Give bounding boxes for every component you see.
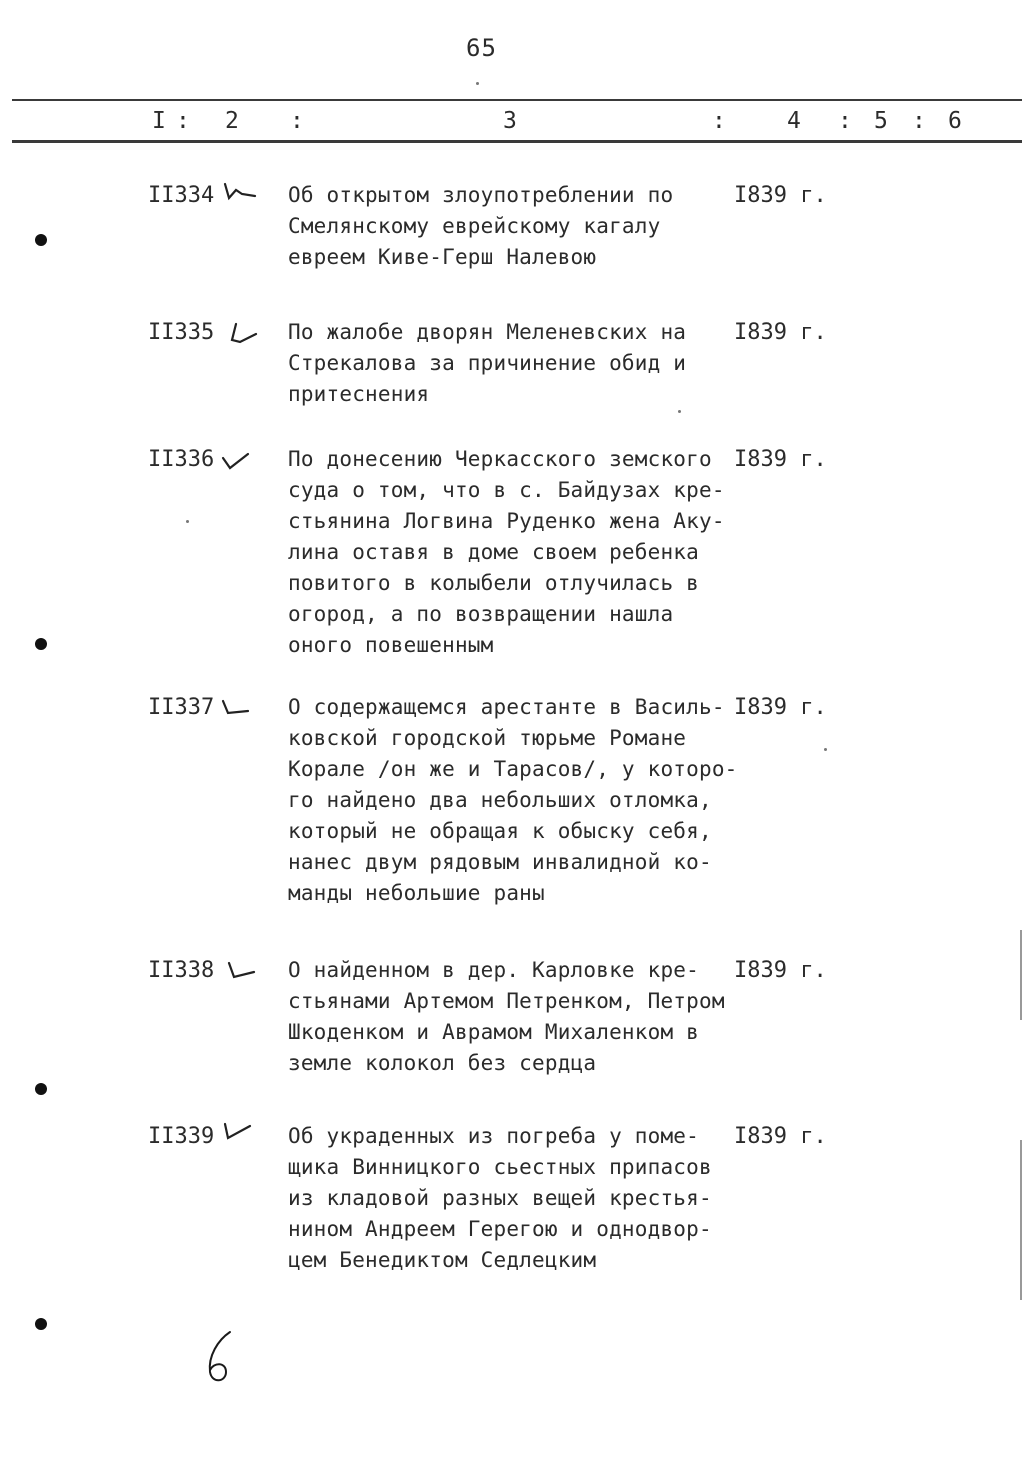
check-mark-icon (220, 697, 250, 719)
punch-hole (35, 1083, 47, 1095)
scan-speck (824, 748, 827, 751)
entry-number: II338 (148, 958, 215, 983)
entry-description (288, 955, 736, 1079)
entry-number: II339 (148, 1124, 215, 1149)
entry-line: манды небольшие раны (288, 881, 545, 905)
scan-speck (1020, 930, 1022, 1020)
entry-description (288, 180, 736, 273)
column-header-4: 4 (787, 108, 801, 134)
entry-number: II334 (148, 183, 215, 208)
entry-line: Об украденных из погреба у поме- (288, 1124, 699, 1148)
entry-line: стьянина Логвина Руденко жена Аку- (288, 509, 725, 533)
entry-number: II335 (148, 320, 215, 345)
entry-line: евреем Киве-Герш Налевою (288, 245, 597, 269)
column-header-2: 2 (225, 108, 239, 134)
scan-speck (186, 520, 189, 523)
column-header-6: 6 (948, 108, 962, 134)
entry-line: Об открытом злоупотреблении по (288, 183, 674, 207)
entry-description (288, 444, 736, 661)
entry-line: притеснения (288, 382, 430, 406)
page-number: 65 (466, 34, 497, 62)
check-mark-icon (222, 1120, 252, 1142)
entry-line: го найдено два небольших отломка, (288, 788, 712, 812)
check-mark-icon (226, 960, 256, 982)
entry-line: нанес двум рядовым инвалидной ко- (288, 850, 712, 874)
entry-line: ковской городской тюрьме Романе (288, 726, 687, 750)
header-rule-bottom (12, 140, 1022, 143)
entry-date: I839 г. (734, 695, 827, 720)
check-mark-icon (220, 450, 250, 472)
entry-line: стьянами Артемом Петренком, Петром (288, 989, 725, 1013)
entry-date: I839 г. (734, 958, 827, 983)
check-mark-icon (228, 322, 258, 344)
entry-date: I839 г. (734, 447, 827, 472)
punch-hole (35, 638, 47, 650)
entry-number: II336 (148, 447, 215, 472)
entry-line: Шкоденком и Аврамом Михаленком в (288, 1020, 699, 1044)
entry-line: повитого в колыбели отлучилась в (288, 571, 699, 595)
column-separator: : (838, 108, 852, 134)
entry-description (288, 1121, 736, 1276)
entry-line: О содержащемся арестанте в Василь- (288, 695, 725, 719)
entry-line: Стрекалова за причинение обид и (288, 351, 687, 375)
punch-hole (35, 234, 47, 246)
entry-line: из кладовой разных вещей крестья- (288, 1186, 712, 1210)
entry-line: суда о том, что в с. Байдузах кре- (288, 478, 725, 502)
entry-line: нином Андреем Герегою и однодвор- (288, 1217, 712, 1241)
scan-speck (476, 82, 479, 85)
entry-date: I839 г. (734, 320, 827, 345)
entry-line: цем Бенедиктом Седлецким (288, 1248, 597, 1272)
scan-speck (1020, 1140, 1022, 1300)
entry-line: Корале /он же и Тарасов/, у которо- (288, 757, 738, 781)
entry-description (288, 692, 736, 909)
entry-date: I839 г. (734, 1124, 827, 1149)
column-header-5: 5 (874, 108, 888, 134)
header-rule-top (12, 99, 1022, 101)
entry-line: О найденном в дер. Карловке кре- (288, 958, 699, 982)
column-separator: : (290, 108, 304, 134)
entry-line: земле колокол без сердца (288, 1051, 597, 1075)
entry-line: огород, а по возвращении нашла (288, 602, 674, 626)
column-separator: : (912, 108, 926, 134)
scan-speck (678, 410, 681, 413)
check-mark-icon (222, 178, 252, 200)
entry-date: I839 г. (734, 183, 827, 208)
entry-line: По жалобе дворян Меленевских на (288, 320, 687, 344)
entry-line: Смелянскому еврейскому кагалу (288, 214, 661, 238)
column-separator: : (176, 108, 190, 134)
entry-line: лина оставя в доме своем ребенка (288, 540, 699, 564)
entry-line: щика Винницкого сьестных припасов (288, 1155, 712, 1179)
column-header-1: I (152, 108, 166, 134)
entry-line: который не обращая к обыску себя, (288, 819, 712, 843)
handwritten-mark-icon (200, 1328, 240, 1388)
column-separator: : (712, 108, 726, 134)
column-header-3: 3 (503, 108, 517, 134)
entry-line: По донесению Черкасского земского (288, 447, 712, 471)
entry-description (288, 317, 736, 410)
punch-hole (35, 1318, 47, 1330)
entry-line: оного повешенным (288, 633, 494, 657)
entry-number: II337 (148, 695, 215, 720)
